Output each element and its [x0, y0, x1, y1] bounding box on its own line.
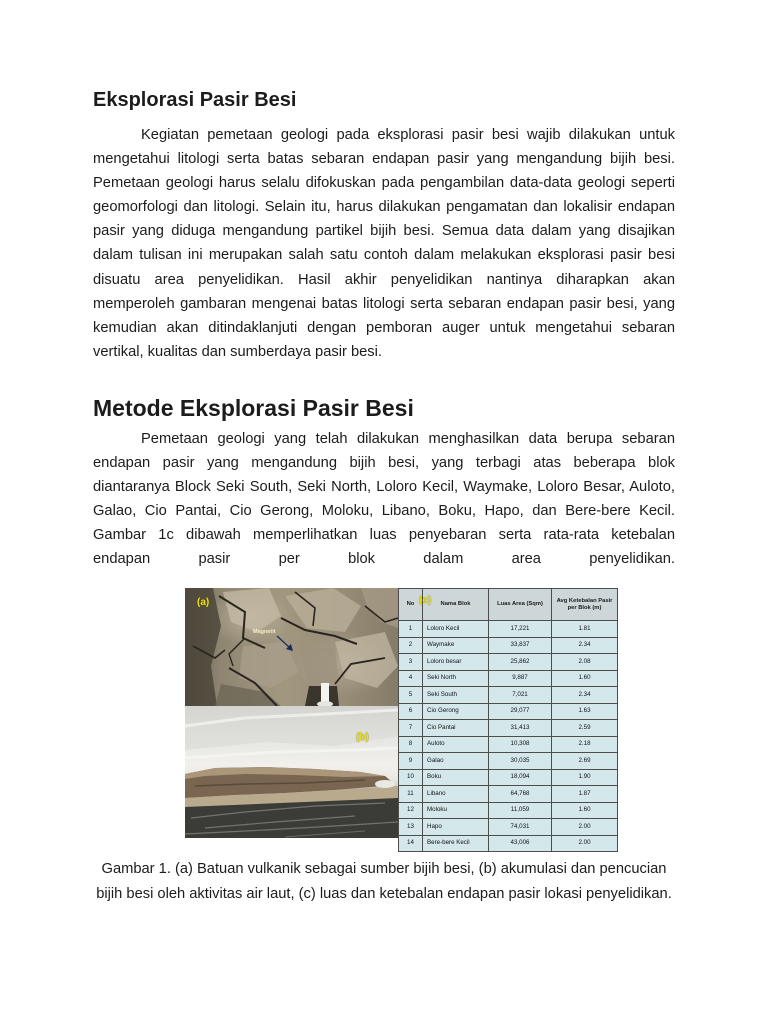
cell-no: 10 — [399, 769, 423, 786]
beach-scene — [185, 706, 398, 838]
foam-splash — [375, 780, 395, 788]
paragraph-line: Gambar 1c dibawah memperlihatkan luas penyebaran serta rata-rata ketebalan — [93, 527, 675, 543]
paragraph-metode — [93, 427, 675, 571]
cell-block: Bere-bere Kecil — [423, 835, 489, 852]
foam-streak — [185, 748, 398, 758]
table-row — [399, 654, 618, 671]
cell-area: 7,021 — [489, 687, 552, 704]
cell-block: Cio Gerong — [423, 703, 489, 720]
cell-block: Loloro Kecil — [423, 621, 489, 638]
table-row — [399, 637, 618, 654]
cell-thickness: 2.00 — [552, 819, 618, 836]
paragraph-line: Pemetaan geologi yang telah dilakukan menghasilkan data berupa sebaran — [141, 431, 675, 447]
cell-area: 43,006 — [489, 835, 552, 852]
cell-no: 9 — [399, 753, 423, 770]
cell-no: 13 — [399, 819, 423, 836]
table-row — [399, 736, 618, 753]
cell-area: 9,887 — [489, 670, 552, 687]
cell-no: 14 — [399, 835, 423, 852]
rock-face — [299, 646, 339, 686]
cell-thickness: 1.60 — [552, 670, 618, 687]
paragraph-line: geomorfologi dan litologi. Selain itu, harus dilakukan pengamatan dan lokalisir endapan — [93, 199, 675, 216]
paragraph-line: dalam tulisan ini merupakan salah satu contoh dalam melakukan eksplorasi pasir besi — [93, 247, 675, 264]
cell-no: 1 — [399, 621, 423, 638]
caption-line: Gambar 1. (a) Batuan vulkanik sebagai sumber bijih besi, (b) akumulasi dan pencucian — [101, 861, 667, 877]
cell-area: 17,221 — [489, 621, 552, 638]
rock-face — [223, 588, 281, 632]
table-row — [399, 802, 618, 819]
paragraph-line: endapan pasir yang mengandung bijih besi, yang terbagi atas beberapa blok — [93, 455, 675, 471]
cell-block: Moloku — [423, 802, 489, 819]
cell-block: Auloto — [423, 736, 489, 753]
cell-block: Hapo — [423, 819, 489, 836]
cell-area: 33,837 — [489, 637, 552, 654]
photo-a-label: (a) — [197, 597, 210, 608]
cell-thickness: 1.90 — [552, 769, 618, 786]
volcanic-rock-photo — [185, 588, 398, 706]
table-row — [399, 670, 618, 687]
cell-no: 8 — [399, 736, 423, 753]
beach-photo — [185, 706, 398, 838]
rock-texture — [185, 588, 398, 706]
cell-no: 4 — [399, 670, 423, 687]
cell-area: 31,413 — [489, 720, 552, 737]
paragraph-line: vertikal, kualitas dan sumberdaya pasir besi. — [93, 343, 382, 360]
cell-thickness: 1.60 — [552, 802, 618, 819]
sand-table-body — [399, 621, 618, 852]
cell-thickness: 2.69 — [552, 753, 618, 770]
paragraph-line: memperoleh gambaran mengenai batas litologi serta sebaran endapan pasir besi, yang — [93, 295, 675, 312]
cell-thickness: 2.34 — [552, 637, 618, 654]
table-c-label: (c) — [419, 595, 432, 606]
cell-block: Seki South — [423, 687, 489, 704]
cell-thickness: 1.81 — [552, 621, 618, 638]
cell-block: Boku — [423, 769, 489, 786]
figure-caption — [0, 857, 768, 907]
header-avg-thickness: Avg Ketebalan Pasir per Blok (m) — [552, 589, 618, 621]
cell-block: Waymake — [423, 637, 489, 654]
table-row — [399, 687, 618, 704]
table-row — [399, 720, 618, 737]
caption-line: bijih besi oleh aktivitas air laut, (c) luas dan ketebalan endapan pasir lokasi penyelidikan. — [96, 886, 672, 902]
cell-no: 12 — [399, 802, 423, 819]
cell-thickness: 2.34 — [552, 687, 618, 704]
cell-area: 18,094 — [489, 769, 552, 786]
table-row — [399, 835, 618, 852]
section-heading-eksplorasi: Eksplorasi Pasir Besi — [93, 89, 297, 111]
figure-1 — [185, 588, 617, 847]
cell-thickness: 2.00 — [552, 835, 618, 852]
cell-block: Cio Pantai — [423, 720, 489, 737]
paragraph-line: disuatu area penyelidikan. Hasil akhir penyelidikan nantinya diharapkan akan — [93, 271, 675, 288]
sand-deposit-table — [398, 588, 617, 847]
cell-no: 2 — [399, 637, 423, 654]
header-block-name: Nama Blok — [423, 589, 489, 621]
cell-thickness: 2.18 — [552, 736, 618, 753]
cell-block: Galao — [423, 753, 489, 770]
table-row — [399, 769, 618, 786]
table-row — [399, 621, 618, 638]
cell-area: 30,035 — [489, 753, 552, 770]
cell-block: Loloro besar — [423, 654, 489, 671]
cell-no: 11 — [399, 786, 423, 803]
header-no: No — [399, 589, 423, 621]
cell-thickness: 2.59 — [552, 720, 618, 737]
cell-area: 29,077 — [489, 703, 552, 720]
header-area: Luas Area (Sqm) — [489, 589, 552, 621]
cell-thickness: 1.87 — [552, 786, 618, 803]
cell-no: 6 — [399, 703, 423, 720]
section-heading-metode: Metode Eksplorasi Pasir Besi — [93, 395, 414, 421]
cell-no: 5 — [399, 687, 423, 704]
table-row — [399, 819, 618, 836]
cell-area: 25,862 — [489, 654, 552, 671]
cell-no: 7 — [399, 720, 423, 737]
cell-no: 3 — [399, 654, 423, 671]
cell-block: Seki North — [423, 670, 489, 687]
paragraph-line: mengetahui litologi serta batas sebaran endapan pasir yang mengandung bijih besi. — [93, 151, 675, 168]
magnetite-annotation: Magnetit — [253, 629, 276, 635]
photo-b-label: (b) — [356, 732, 369, 743]
cell-block: Libano — [423, 786, 489, 803]
sand-deposit-table-grid — [398, 588, 618, 852]
cell-area: 64,768 — [489, 786, 552, 803]
paragraph-line: endapan pasir per blok dalam area penyelidikan. — [93, 551, 675, 567]
paragraph-eksplorasi — [93, 123, 675, 364]
table-row — [399, 703, 618, 720]
table-header-row — [399, 589, 618, 621]
cell-area: 74,031 — [489, 819, 552, 836]
table-row — [399, 753, 618, 770]
paragraph-line: Galao, Cio Pantai, Cio Gerong, Moloku, Libano, Boku, Hapo, dan Bere-bere Kecil. — [93, 503, 675, 519]
table-row — [399, 786, 618, 803]
paragraph-line: kemudian akan ditindaklanjuti dengan pemboran auger untuk mengetahui sebaran — [93, 319, 675, 336]
paragraph-line: diantaranya Block Seki South, Seki North, Loloro Kecil, Waymake, Loloro Besar, Auloto, — [93, 479, 675, 495]
paragraph-line: Kegiatan pemetaan geologi pada eksplorasi pasir besi wajib dilakukan untuk — [141, 127, 675, 143]
cell-thickness: 1.63 — [552, 703, 618, 720]
cell-area: 11,059 — [489, 802, 552, 819]
cell-area: 10,308 — [489, 736, 552, 753]
cell-thickness: 2.08 — [552, 654, 618, 671]
paragraph-line: Pemetaan geologi harus selalu difokuskan pada pengambilan data-data geologi seperti — [93, 175, 675, 192]
paragraph-line: pasir yang diduga mengandung partikel bijih besi. Semua data dalam yang disajikan — [93, 223, 675, 240]
